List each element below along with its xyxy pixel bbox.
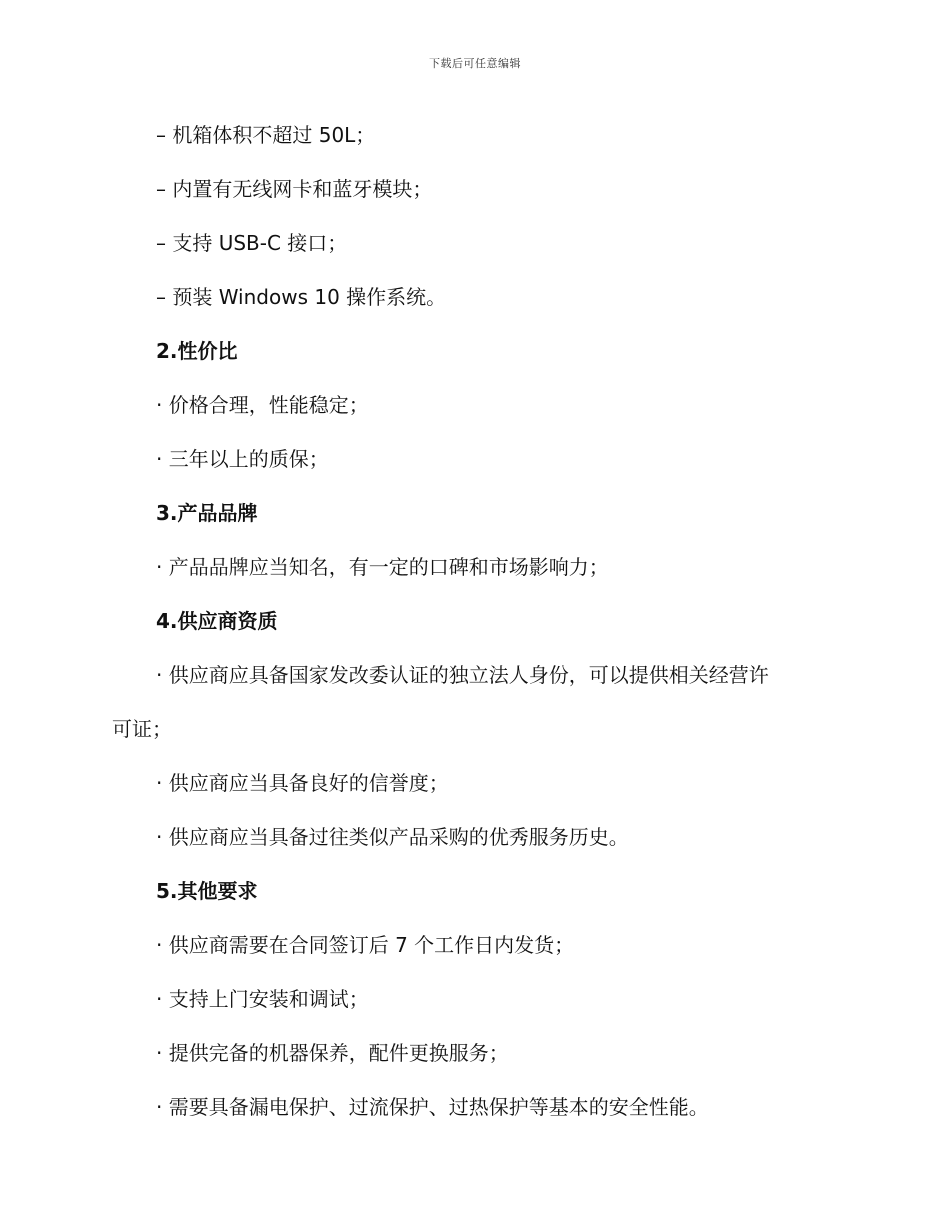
other-item-installation: · 支持上门安装和调试； <box>156 987 369 1011</box>
other-item-maintenance: · 提供完备的机器保养，配件更换服务； <box>156 1041 509 1065</box>
document-body <box>112 108 832 1134</box>
page-header-note: 下载后可任意编辑 <box>429 57 521 70</box>
value-item-price: · 价格合理，性能稳定； <box>156 393 369 417</box>
supplier-item-reputation: · 供应商应当具备良好的信誉度； <box>156 771 449 795</box>
other-item-delivery: · 供应商需要在合同签订后 7 个工作日内发货； <box>156 933 575 957</box>
brand-item: · 产品品牌应当知名，有一定的口碑和市场影响力； <box>156 555 609 579</box>
supplier-item-history: · 供应商应当具备过往类似产品采购的优秀服务历史。 <box>156 825 629 849</box>
other-item-safety: · 需要具备漏电保护、过流保护、过热保护等基本的安全性能。 <box>156 1095 709 1119</box>
spec-item-os: – 预装 Windows 10 操作系统。 <box>156 285 447 309</box>
spec-item-wireless: – 内置有无线网卡和蓝牙模块； <box>156 177 433 201</box>
section-heading-value: 2.性价比 <box>156 339 238 363</box>
value-item-warranty: · 三年以上的质保； <box>156 447 329 471</box>
section-heading-brand: 3.产品品牌 <box>156 501 258 525</box>
spec-item-usb-c: – 支持 USB-C 接口； <box>156 231 348 255</box>
section-heading-other: 5.其他要求 <box>156 879 258 903</box>
section-heading-supplier: 4.供应商资质 <box>156 609 278 633</box>
spec-item-case-volume: – 机箱体积不超过 50L； <box>156 123 376 147</box>
supplier-item-legal-continued: 可证； <box>112 717 172 741</box>
supplier-item-legal: · 供应商应具备国家发改委认证的独立法人身份，可以提供相关经营许 <box>156 663 769 687</box>
